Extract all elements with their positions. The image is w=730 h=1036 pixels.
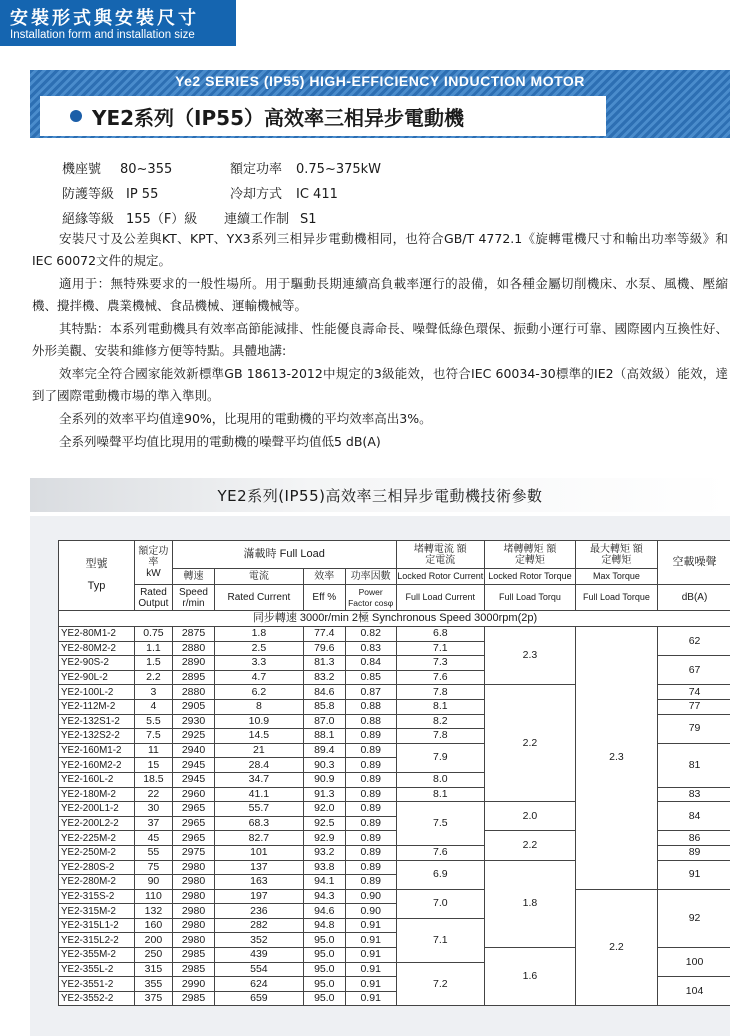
cell-motor-type: YE2-280S-2 [59,860,135,875]
cell-locked-current: 7.5 [396,802,485,846]
cell-rated-power: 30 [134,802,172,817]
table-row [59,627,730,642]
cell-speed: 2980 [172,918,214,933]
cell-current: 101 [215,845,304,860]
cell-rated-power: 90 [134,875,172,890]
cell-power-factor: 0.85 [345,670,396,685]
cell-locked-torque: 2.3 [485,627,576,685]
header-lrc: 堵轉電流 額定電流 [396,541,485,569]
cell-efficiency: 79.6 [303,641,345,656]
spec-value: 155（F）級 [126,212,198,227]
cell-power-factor: 0.89 [345,787,396,802]
cell-speed: 2880 [172,641,214,656]
description [32,228,728,454]
header-power: 額定功率 kW [134,541,172,585]
cell-speed: 2980 [172,875,214,890]
cell-efficiency: 92.0 [303,802,345,817]
cell-noise: 62 [658,627,730,656]
cell-speed: 2980 [172,860,214,875]
header-pf: 功率因數 [345,569,396,585]
cell-speed: 2985 [172,948,214,963]
cell-noise: 77 [658,699,730,714]
cell-power-factor: 0.89 [345,875,396,890]
header-full-load: 滿載時 Full Load [172,541,396,569]
cell-noise: 79 [658,714,730,743]
cell-noise: 100 [658,948,730,977]
cell-rated-power: 37 [134,816,172,831]
cell-speed: 2965 [172,802,214,817]
cell-speed: 2960 [172,787,214,802]
section-title-en: Installation form and installation size [10,29,195,41]
cell-speed: 2875 [172,627,214,642]
cell-efficiency: 91.3 [303,787,345,802]
series-title-box [40,96,606,136]
cell-speed: 2990 [172,977,214,992]
cell-efficiency: 90.9 [303,772,345,787]
cell-power-factor: 0.91 [345,918,396,933]
cell-efficiency: 88.1 [303,729,345,744]
cell-current: 41.1 [215,787,304,802]
cell-current: 21 [215,743,304,758]
header-noise: 空載噪聲 [658,541,730,585]
cell-rated-power: 5.5 [134,714,172,729]
cell-rated-power: 250 [134,948,172,963]
cell-speed: 2965 [172,831,214,846]
cell-motor-type: YE2-280M-2 [59,875,135,890]
cell-motor-type: YE2-160M1-2 [59,743,135,758]
cell-efficiency: 94.3 [303,889,345,904]
cell-motor-type: YE2-100L-2 [59,685,135,700]
cell-rated-power: 200 [134,933,172,948]
header-lrt-en2: Full Load Torqu [485,585,576,611]
cell-current: 197 [215,889,304,904]
cell-power-factor: 0.88 [345,714,396,729]
cell-noise: 86 [658,831,730,846]
cell-efficiency: 94.1 [303,875,345,890]
cell-speed: 2980 [172,933,214,948]
cell-rated-power: 15 [134,758,172,773]
cell-power-factor: 0.89 [345,772,396,787]
cell-motor-type: YE2-80M1-2 [59,627,135,642]
cell-current: 34.7 [215,772,304,787]
header-noise-en: dB(A) [658,585,730,611]
cell-rated-power: 132 [134,904,172,919]
cell-efficiency: 87.0 [303,714,345,729]
cell-speed: 2975 [172,845,214,860]
paragraph: 適用于：無特殊要求的一般性場所。用于驅動長期連續高負載率運行的設備，如各種金屬切削機床、水泵、風機、壓縮機、攪拌機、農業機械、食品機械、運輸機械等。 [32,276,728,313]
sync-speed-row: 同步轉速 3000r/min 2極 Synchronous Speed 3000rpm(2p) [59,611,730,627]
cell-rated-power: 11 [134,743,172,758]
cell-locked-current: 7.1 [396,918,485,962]
cell-efficiency: 95.0 [303,962,345,977]
cell-power-factor: 0.91 [345,962,396,977]
cell-current: 2.5 [215,641,304,656]
cell-noise: 67 [658,656,730,685]
cell-power-factor: 0.89 [345,860,396,875]
cell-rated-power: 75 [134,860,172,875]
cell-current: 163 [215,875,304,890]
cell-current: 1.8 [215,627,304,642]
cell-speed: 2945 [172,758,214,773]
cell-speed: 2965 [172,816,214,831]
cell-efficiency: 95.0 [303,948,345,963]
cell-motor-type: YE2-200L2-2 [59,816,135,831]
cell-efficiency: 93.8 [303,860,345,875]
header-eff-en: Eff % [303,585,345,611]
cell-rated-power: 375 [134,991,172,1006]
cell-speed: 2980 [172,889,214,904]
cell-power-factor: 0.89 [345,802,396,817]
header-lrt-en: Locked Rotor Torque [485,569,576,585]
cell-power-factor: 0.91 [345,933,396,948]
series-title-en: Ye2 SERIES (IP55) HIGH-EFFICIENCY INDUCTION MOTOR [175,73,585,89]
cell-rated-power: 4 [134,699,172,714]
cell-power-factor: 0.89 [345,729,396,744]
cell-efficiency: 81.3 [303,656,345,671]
cell-max-torque: 2.3 [575,627,657,890]
cell-efficiency: 95.0 [303,933,345,948]
cell-rated-power: 18.5 [134,772,172,787]
cell-rated-power: 1.5 [134,656,172,671]
cell-rated-power: 7.5 [134,729,172,744]
spec-value: IC 411 [296,187,338,202]
cell-motor-type: YE2-315M-2 [59,904,135,919]
cell-power-factor: 0.88 [345,699,396,714]
cell-locked-current: 8.2 [396,714,485,729]
cell-rated-power: 0.75 [134,627,172,642]
cell-rated-power: 22 [134,787,172,802]
cell-speed: 2905 [172,699,214,714]
cell-speed: 2985 [172,991,214,1006]
header-speed-en: Speed r/min [172,585,214,611]
cell-motor-type: YE2-315L2-2 [59,933,135,948]
cell-rated-power: 3 [134,685,172,700]
cell-locked-current: 8.1 [396,787,485,802]
cell-locked-torque: 1.6 [485,948,576,1006]
cell-current: 3.3 [215,656,304,671]
spec-key: 絕緣等級 [62,212,115,227]
cell-motor-type: YE2-355M-2 [59,948,135,963]
cell-locked-current: 8.1 [396,699,485,714]
cell-rated-power: 110 [134,889,172,904]
cell-rated-power: 45 [134,831,172,846]
spec-table [58,540,730,1006]
cell-current: 10.9 [215,714,304,729]
cell-motor-type: YE2-3551-2 [59,977,135,992]
cell-power-factor: 0.90 [345,889,396,904]
cell-motor-type: YE2-315S-2 [59,889,135,904]
cell-locked-current: 8.0 [396,772,485,787]
header-current: 電流 [215,569,304,585]
spec-value: 0.75~375kW [296,162,382,177]
cell-noise: 81 [658,743,730,787]
header-speed: 轉速 [172,569,214,585]
cell-power-factor: 0.89 [345,831,396,846]
table-area [30,516,730,1036]
cell-rated-power: 355 [134,977,172,992]
cell-locked-current: 7.8 [396,729,485,744]
spec-key: 額定功率 [230,162,283,177]
header-power-en: Rated Output [134,585,172,611]
cell-locked-current: 7.6 [396,845,485,860]
cell-current: 282 [215,918,304,933]
paragraph: 全系列噪聲平均值比現用的電動機的噪聲平均值低5 dB(A) [59,434,381,449]
cell-power-factor: 0.90 [345,904,396,919]
cell-efficiency: 77.4 [303,627,345,642]
header-type: 型號 Typ [59,541,135,611]
cell-efficiency: 94.6 [303,904,345,919]
header-eff: 效率 [303,569,345,585]
header-mt-en: Max Torque [575,569,657,585]
cell-noise: 92 [658,889,730,947]
paragraph: 安裝尺寸及公差與KT、KPT、YX3系列三相异步電動機相同，也符合GB/T 4772.1《旋轉電機尺寸和輸出功率等級》和IEC 60072文件的規定。 [32,231,728,268]
cell-locked-torque: 1.8 [485,860,576,948]
cell-rated-power: 55 [134,845,172,860]
cell-current: 352 [215,933,304,948]
cell-power-factor: 0.91 [345,948,396,963]
cell-efficiency: 93.2 [303,845,345,860]
spec-key: 冷却方式 [230,187,283,202]
header-lrc-en2: Full Load Current [396,585,485,611]
cell-current: 8 [215,699,304,714]
cell-locked-current: 7.0 [396,889,485,918]
cell-current: 4.7 [215,670,304,685]
series-banner [30,70,730,138]
cell-power-factor: 0.91 [345,977,396,992]
cell-power-factor: 0.89 [345,816,396,831]
spec-key: 機座號 [62,162,102,177]
cell-power-factor: 0.87 [345,685,396,700]
cell-speed: 2895 [172,670,214,685]
cell-speed: 2945 [172,772,214,787]
cell-motor-type: YE2-3552-2 [59,991,135,1006]
cell-current: 236 [215,904,304,919]
cell-power-factor: 0.84 [345,656,396,671]
cell-motor-type: YE2-132S2-2 [59,729,135,744]
cell-locked-torque: 2.0 [485,802,576,831]
cell-motor-type: YE2-132S1-2 [59,714,135,729]
header-pf-en: Power Factor cosφ [345,585,396,611]
cell-efficiency: 95.0 [303,977,345,992]
cell-locked-current: 6.8 [396,627,485,642]
cell-current: 137 [215,860,304,875]
cell-efficiency: 84.6 [303,685,345,700]
cell-motor-type: YE2-90L-2 [59,670,135,685]
cell-motor-type: YE2-225M-2 [59,831,135,846]
cell-speed: 2930 [172,714,214,729]
table-row [59,889,730,904]
cell-motor-type: YE2-250M-2 [59,845,135,860]
paragraph: 全系列的效率平均值達90%，比現用的電動機的平均效率高出3%。 [59,411,432,426]
cell-motor-type: YE2-315L1-2 [59,918,135,933]
cell-motor-type: YE2-355L-2 [59,962,135,977]
cell-efficiency: 94.8 [303,918,345,933]
cell-current: 55.7 [215,802,304,817]
cell-current: 624 [215,977,304,992]
cell-current: 28.4 [215,758,304,773]
header-lrt: 堵轉轉矩 額定轉矩 [485,541,576,569]
cell-speed: 2980 [172,904,214,919]
cell-motor-type: YE2-160L-2 [59,772,135,787]
cell-locked-current: 7.2 [396,962,485,1006]
cell-current: 659 [215,991,304,1006]
cell-locked-current: 7.6 [396,670,485,685]
cell-efficiency: 90.3 [303,758,345,773]
spec-value: IP 55 [126,187,159,202]
cell-locked-current: 7.1 [396,641,485,656]
cell-noise: 89 [658,845,730,860]
series-title-cn: YE2系列（IP55）高效率三相异步電動機 [92,106,464,130]
cell-rated-power: 160 [134,918,172,933]
cell-rated-power: 2.2 [134,670,172,685]
bullet-dot-icon [70,110,82,122]
cell-locked-current: 6.9 [396,860,485,889]
cell-efficiency: 85.8 [303,699,345,714]
cell-current: 554 [215,962,304,977]
cell-power-factor: 0.83 [345,641,396,656]
cell-efficiency: 92.5 [303,816,345,831]
cell-current: 14.5 [215,729,304,744]
header-mt-en2: Full Load Torque [575,585,657,611]
cell-max-torque: 2.2 [575,889,657,1006]
cell-noise: 74 [658,685,730,700]
cell-power-factor: 0.91 [345,991,396,1006]
header-lrc-en: Locked Rotor Current [396,569,485,585]
table-title: YE2系列(IP55)高效率三相异步電動機技術參數 [217,487,543,505]
cell-motor-type: YE2-112M-2 [59,699,135,714]
cell-locked-current: 7.3 [396,656,485,671]
cell-speed: 2890 [172,656,214,671]
spec-key: 連續工作制 [224,212,290,227]
cell-motor-type: YE2-200L1-2 [59,802,135,817]
cell-rated-power: 315 [134,962,172,977]
cell-efficiency: 95.0 [303,991,345,1006]
cell-power-factor: 0.89 [345,845,396,860]
cell-noise: 91 [658,860,730,889]
section-title-cn: 安裝形式與安裝尺寸 [10,8,199,29]
cell-motor-type: YE2-160M2-2 [59,758,135,773]
cell-locked-current: 7.8 [396,685,485,700]
spec-value: S1 [300,212,317,227]
table-body [59,611,730,1006]
cell-power-factor: 0.82 [345,627,396,642]
cell-motor-type: YE2-80M2-2 [59,641,135,656]
header-mt: 最大轉矩 額定轉矩 [575,541,657,569]
cell-motor-type: YE2-180M-2 [59,787,135,802]
cell-current: 82.7 [215,831,304,846]
cell-efficiency: 83.2 [303,670,345,685]
cell-efficiency: 89.4 [303,743,345,758]
cell-power-factor: 0.89 [345,758,396,773]
cell-locked-torque: 2.2 [485,831,576,860]
cell-noise: 83 [658,787,730,802]
cell-efficiency: 92.9 [303,831,345,846]
cell-noise: 104 [658,977,730,1006]
spec-value: 80~355 [120,162,173,177]
spec-key: 防護等級 [62,187,115,202]
cell-noise: 84 [658,802,730,831]
paragraph: 效率完全符合國家能效新標準GB 18613-2012中規定的3級能效，也符合IEC 60034-30標準的IE2（高效級）能效，達到了國際電動機市場的準入準則。 [32,366,728,403]
cell-current: 439 [215,948,304,963]
cell-speed: 2925 [172,729,214,744]
cell-current: 6.2 [215,685,304,700]
cell-speed: 2880 [172,685,214,700]
paragraph: 其特點：本系列電動機具有效率高節能減排、性能優良壽命長、噪聲低綠色環保、振動小運行可靠、國際國内互換性好、外形美觀、安裝和維修方便等特點。具體地講: [32,321,728,358]
section-header [0,0,236,46]
table-title-bar [30,478,730,512]
cell-speed: 2940 [172,743,214,758]
cell-current: 68.3 [215,816,304,831]
cell-motor-type: YE2-90S-2 [59,656,135,671]
cell-power-factor: 0.89 [345,743,396,758]
header-current-en: Rated Current [215,585,304,611]
cell-locked-torque: 2.2 [485,685,576,802]
cell-rated-power: 1.1 [134,641,172,656]
cell-locked-current: 7.9 [396,743,485,772]
cell-speed: 2985 [172,962,214,977]
